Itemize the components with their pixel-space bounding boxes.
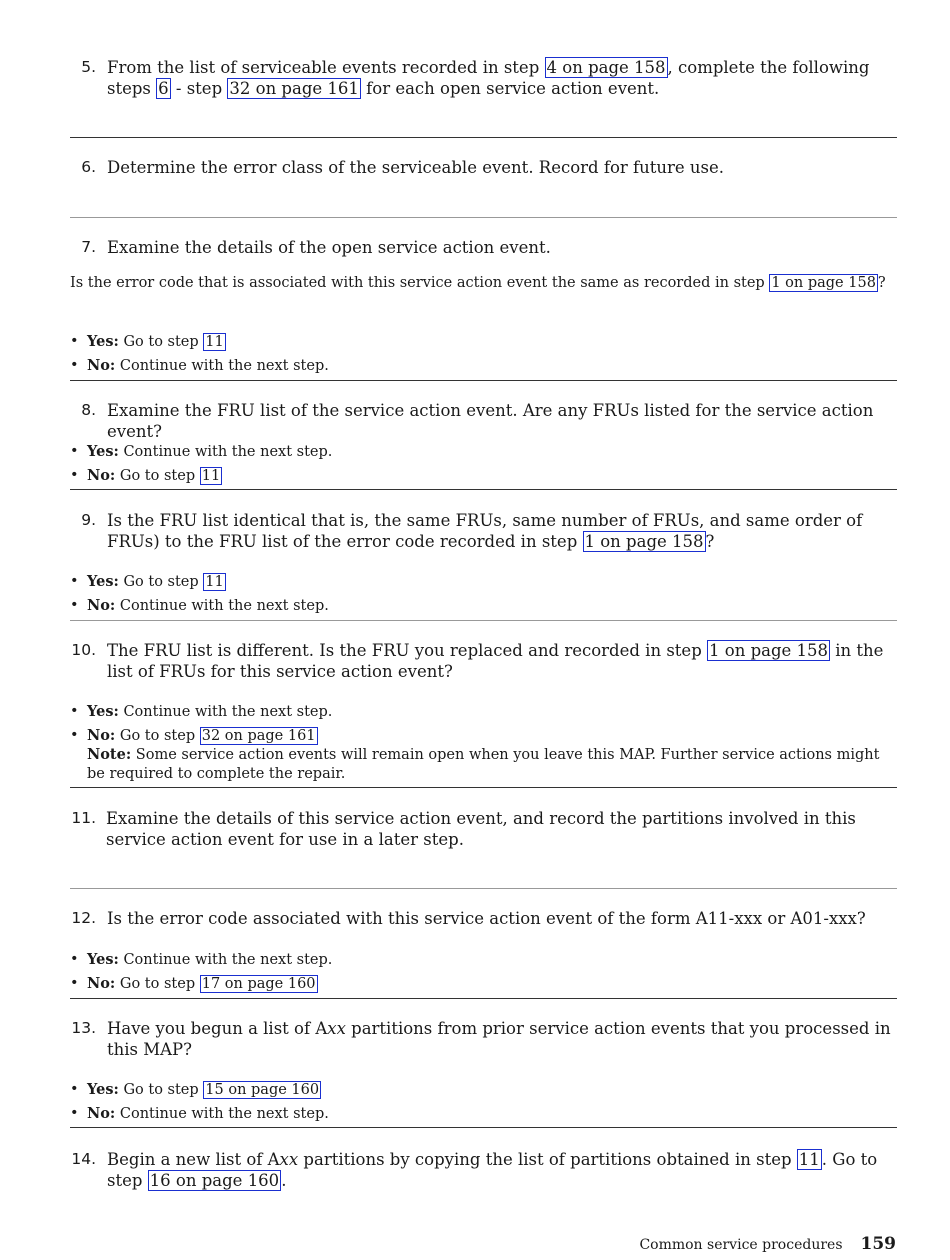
link-step-6[interactable]: 6 <box>158 79 169 98</box>
step-text: Is the error code associated with this service action event of the form A11-xxx or A01-xxx? <box>107 909 866 928</box>
link-step-16[interactable]: 16 on page 160 <box>149 1171 280 1190</box>
link-step-32[interactable]: 32 on page 161 <box>229 79 359 98</box>
step-number: 8. <box>81 401 96 419</box>
divider <box>70 620 897 621</box>
footer-section: Common service procedures <box>639 1237 843 1253</box>
step-text: Determine the error class of the serviceable event. Record for future use. <box>107 158 725 177</box>
link-step-17[interactable]: 17 on page 160 <box>201 976 316 992</box>
page-footer <box>639 1234 896 1254</box>
step-text: The FRU list is different. Is the FRU you replaced and recorded in step 1 on page 158 in the list of FRUs for this service action event? <box>107 641 884 681</box>
step-number: 13. <box>71 1019 96 1037</box>
divider <box>70 137 897 138</box>
step-number: 10. <box>71 641 96 659</box>
step-number: 12. <box>71 909 96 927</box>
note: Note: Some service action events will remain open when you leave this MAP. Further service actions might be required to complete the repair. <box>87 746 880 782</box>
link-step-1[interactable]: 1 on page 158 <box>584 532 704 551</box>
step-number: 14. <box>71 1150 96 1168</box>
divider <box>70 489 897 490</box>
step-question: Is the error code that is associated with this service action event the same as recorded in step 1 on page 158 ? <box>70 275 886 291</box>
link-step-11[interactable]: 11 <box>201 468 221 484</box>
link-step-11[interactable]: 11 <box>798 1150 820 1169</box>
step-number: 7. <box>81 238 96 256</box>
divider <box>70 1127 897 1128</box>
link-step-15[interactable]: 15 on page 160 <box>205 1082 320 1098</box>
link-step-4[interactable]: 4 on page 158 <box>546 58 666 77</box>
step-number: 6. <box>81 158 96 176</box>
link-step-32[interactable]: 32 on page 161 <box>201 728 316 744</box>
link-step-11[interactable]: 11 <box>205 574 224 590</box>
step-text: Examine the details of the open service action event. <box>107 238 551 257</box>
divider <box>70 888 897 889</box>
step-text: Is the FRU list identical that is, the same FRUs, same number of FRUs, and same order of FRUs) to the FRU list of the error code recorded in step 1 on page 158 ? <box>107 511 863 551</box>
step-text: Examine the FRU list of the service action event. Are any FRUs listed for the service action event? <box>107 401 874 441</box>
link-step-11[interactable]: 11 <box>205 334 224 350</box>
link-step-1[interactable]: 1 on page 158 <box>771 275 876 291</box>
step-number: 5. <box>81 58 96 76</box>
divider <box>70 787 897 788</box>
step-number: 9. <box>81 511 96 529</box>
step-text: Have you begun a list of Axx partitions from prior service action events that you processed in this MAP? <box>107 1019 891 1059</box>
step-text: Begin a new list of Axx partitions by copying the list of partitions obtained in step 11 . Go to step 16 on page 160 . <box>107 1150 878 1190</box>
step-text: From the list of serviceable events recorded in step 4 on page 158 , complete the following steps 6 - step 32 on page 161 for each open service action event. <box>107 58 870 98</box>
divider <box>70 380 897 381</box>
page-number: 159 <box>860 1234 896 1254</box>
divider <box>70 998 897 999</box>
step-text: Examine the details of this service action event, and record the partitions involved in this service action event for use in a later step. <box>106 809 856 849</box>
divider <box>70 217 897 218</box>
link-step-1[interactable]: 1 on page 158 <box>709 641 829 660</box>
step-number: 11. <box>71 809 96 827</box>
